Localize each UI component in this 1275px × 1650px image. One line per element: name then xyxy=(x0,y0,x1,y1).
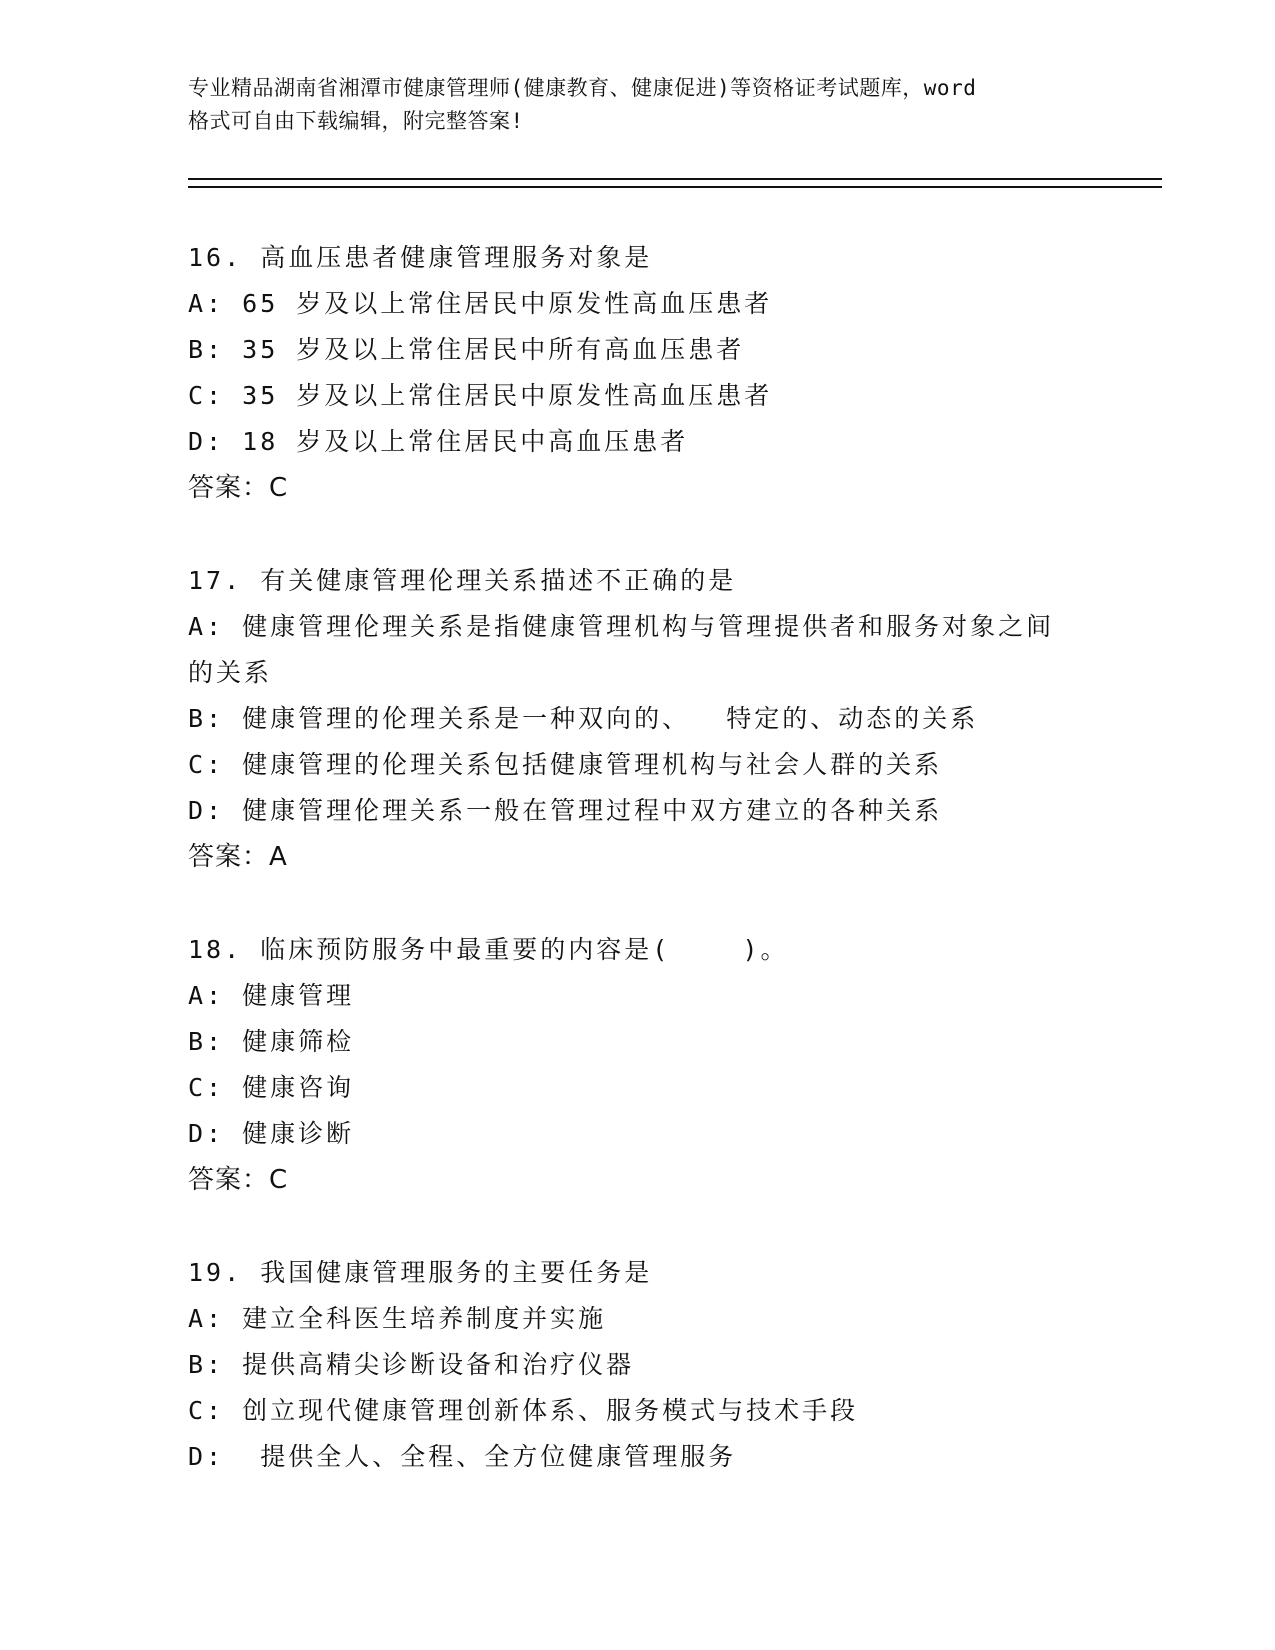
option-c: C: 创立现代健康管理创新体系、服务模式与技术手段 xyxy=(188,1396,859,1425)
question-18 xyxy=(188,927,1088,1203)
option-d: D: 18 岁及以上常住居民中高血压患者 xyxy=(188,427,689,456)
question-stem: 18. 临床预防服务中最重要的内容是( )。 xyxy=(188,935,789,964)
question-stem: 16. 高血压患者健康管理服务对象是 xyxy=(188,243,653,272)
answer-line xyxy=(188,834,1088,880)
answer-label: 答案： xyxy=(188,842,270,872)
question-list xyxy=(188,235,1088,1527)
answer-label: 答案： xyxy=(188,473,270,503)
option-d: D: 健康管理伦理关系一般在管理过程中双方建立的各种关系 xyxy=(188,796,943,825)
question-stem: 17. 有关健康管理伦理关系描述不正确的是 xyxy=(188,566,737,595)
answer-value: C xyxy=(269,473,289,503)
option-a-continued: 的关系 xyxy=(188,658,273,687)
option-a: A: 65 岁及以上常住居民中原发性高血压患者 xyxy=(188,289,773,318)
header-divider xyxy=(188,178,1162,188)
question-19 xyxy=(188,1250,1088,1480)
option-b: B: 健康管理的伦理关系是一种双向的、 特定的、动态的关系 xyxy=(188,704,979,733)
question-16 xyxy=(188,235,1088,511)
header-line-1: 专业精品湖南省湘潭市健康管理师(健康教育、健康促进)等资格证考试题库，word xyxy=(188,76,977,100)
header-line-2: 格式可自由下载编辑，附完整答案! xyxy=(188,109,524,133)
option-c: C: 健康咨询 xyxy=(188,1073,355,1102)
option-d: D: 提供全人、全程、全方位健康管理服务 xyxy=(188,1442,737,1471)
option-d: D: 健康诊断 xyxy=(188,1119,355,1148)
option-b: B: 35 岁及以上常住居民中所有高血压患者 xyxy=(188,335,745,364)
answer-line xyxy=(188,1157,1088,1203)
option-a: A: 健康管理 xyxy=(188,981,355,1010)
document-header xyxy=(188,72,1088,138)
option-a: A: 建立全科医生培养制度并实施 xyxy=(188,1304,607,1333)
option-b: B: 提供高精尖诊断设备和治疗仪器 xyxy=(188,1350,635,1379)
answer-value: C xyxy=(269,1165,289,1195)
answer-line xyxy=(188,465,1088,511)
question-17 xyxy=(188,558,1088,880)
option-c: C: 35 岁及以上常住居民中原发性高血压患者 xyxy=(188,381,773,410)
question-stem: 19. 我国健康管理服务的主要任务是 xyxy=(188,1258,653,1287)
option-a: A: 健康管理伦理关系是指健康管理机构与管理提供者和服务对象之间 xyxy=(188,612,1055,641)
answer-value: A xyxy=(269,842,288,872)
option-b: B: 健康筛检 xyxy=(188,1027,355,1056)
answer-label: 答案： xyxy=(188,1165,270,1195)
option-c: C: 健康管理的伦理关系包括健康管理机构与社会人群的关系 xyxy=(188,750,943,779)
